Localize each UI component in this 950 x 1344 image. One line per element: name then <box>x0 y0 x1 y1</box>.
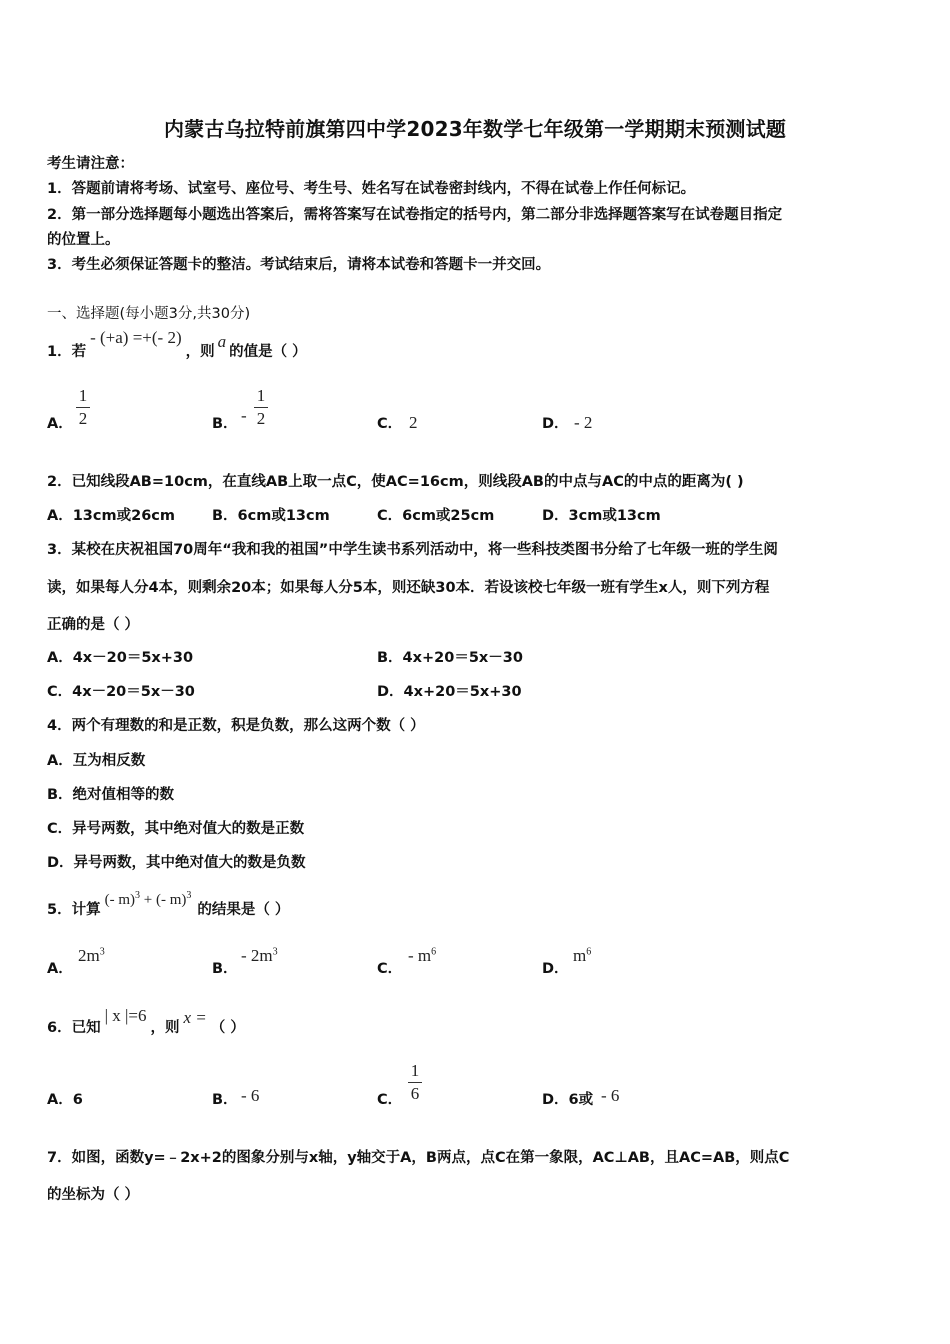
q5-post: 的结果是（ ） <box>197 902 290 918</box>
q1-var: a <box>217 332 227 351</box>
fraction-denominator: 2 <box>78 409 88 428</box>
q6-formula-x: x = <box>183 1008 207 1027</box>
q5-optB-label: B． <box>212 961 238 977</box>
q6-mid: ，则 <box>150 1020 180 1036</box>
q5-pre: 5．计算 <box>47 902 101 918</box>
q5-stem <box>47 890 290 919</box>
q7-line-2: 的坐标为（ ） <box>47 1187 140 1203</box>
notice-item-2a: 2．第一部分选择题每小题选出答案后，需将答案写在试卷指定的括号内，第二部分非选择题答案写在试卷题目指定 <box>47 207 783 223</box>
q1-optB-fraction <box>251 386 271 429</box>
q2-stem: 2．已知线段AB=10cm，在直线AB上取一点C，使AC=16cm，则线段AB的中点与AC的中点的距离为( ) <box>47 474 744 490</box>
q5-term1-exp: 3 <box>135 890 140 901</box>
power-exponent: 3 <box>272 946 278 958</box>
fraction-denominator: 2 <box>256 409 266 428</box>
q5-term1: (- m) <box>104 892 135 908</box>
q6-optD-value: - 6 <box>601 1086 620 1105</box>
section-heading: 一、选择题(每小题3分,共30分) <box>47 306 251 322</box>
q1-stem <box>47 328 307 361</box>
q5-formula <box>101 892 192 908</box>
q2-optC: C．6cm或25cm <box>377 508 495 524</box>
fraction-bar <box>76 407 90 408</box>
power-base: 2m <box>78 946 100 965</box>
q7-line-1: 7．如图，函数y=﹣2x+2的图象分别与x轴，y轴交于A，B两点，点C在第一象限，AC⊥AB，且AC=AB，则点C <box>47 1150 790 1166</box>
q4-optC: C．异号两数，其中绝对值大的数是正数 <box>47 821 305 837</box>
q5-plus: + <box>140 892 156 908</box>
q6-post: （ ） <box>210 1020 245 1036</box>
q1-optD-value: - 2 <box>574 413 593 432</box>
q6-optB-label: B． <box>212 1092 238 1108</box>
q4-stem: 4．两个有理数的和是正数，积是负数，那么这两个数（ ） <box>47 718 425 734</box>
q5-optC-label: C． <box>377 961 403 977</box>
page-title: 内蒙古乌拉特前旗第四中学2023年数学七年级第一学期期末预测试题 <box>163 117 787 141</box>
q1-pre: 1．若 <box>47 344 87 360</box>
q1-optC-value: 2 <box>409 413 418 432</box>
q5-optA-label: A． <box>47 961 73 977</box>
power-exponent: 6 <box>431 946 437 958</box>
q4-optA: A．互为相反数 <box>47 753 146 769</box>
q3-optC: C．4x－20＝5x－30 <box>47 684 195 700</box>
q1-optA-label: A． <box>47 416 73 432</box>
q1-optB-label: B． <box>212 416 238 432</box>
q5-optD-value <box>573 946 591 966</box>
q6-optC-label: C． <box>377 1092 403 1108</box>
q6-optA: A．6 <box>47 1092 83 1108</box>
q1-optD-label: D． <box>542 416 569 432</box>
fraction-bar <box>254 407 268 408</box>
power-base: - m <box>408 946 432 965</box>
fraction-numerator: 1 <box>256 386 266 405</box>
q6-optC-fraction <box>405 1061 425 1104</box>
fraction-numerator: 1 <box>78 386 88 405</box>
q5-optD-label: D． <box>542 961 569 977</box>
q1-post: 的值是（ ） <box>229 344 307 360</box>
q2-optD: D．3cm或13cm <box>542 508 661 524</box>
power-exponent: 3 <box>99 946 105 958</box>
q2-optA: A．13cm或26cm <box>47 508 175 524</box>
q1-formula: - (+a) =+(- 2) <box>90 328 182 347</box>
fraction-denominator: 6 <box>410 1084 420 1103</box>
notice-heading: 考生请注意： <box>47 156 134 172</box>
q3-optB: B．4x+20＝5x－30 <box>377 650 523 666</box>
q6-pre: 6．已知 <box>47 1020 101 1036</box>
notice-item-3: 3．考生必须保证答题卡的整洁。考试结束后，请将本试卷和答题卡一并交回。 <box>47 257 551 273</box>
q1-optB-sign: - <box>241 406 247 425</box>
q4-optD: D．异号两数，其中绝对值大的数是负数 <box>47 855 306 871</box>
notice-item-1: 1．答题前请将考场、试室号、座位号、考生号、姓名写在试卷密封线内，不得在试卷上作任何标记。 <box>47 181 696 197</box>
q4-optB: B．绝对值相等的数 <box>47 787 175 803</box>
q3-line-1: 3．某校在庆祝祖国70周年“我和我的祖国”中学生读书系列活动中，将一些科技类图书分给了七年级一班的学生阅 <box>47 542 778 558</box>
q5-term2-exp: 3 <box>186 890 192 901</box>
q1-mid: ，则 <box>185 344 215 360</box>
notice-item-2b: 的位置上。 <box>47 232 120 248</box>
power-base: - 2m <box>241 946 273 965</box>
q6-formula-abs: | x |=6 <box>104 1006 147 1025</box>
power-exponent: 6 <box>586 946 592 958</box>
q5-optC-value <box>408 946 436 966</box>
power-base: m <box>573 946 587 965</box>
q1-optC-label: C． <box>377 416 403 432</box>
q6-optD-label: D．6或 <box>542 1092 594 1108</box>
q5-optA-value <box>78 946 105 966</box>
q3-line-3: 正确的是（ ） <box>47 617 140 633</box>
q3-line-2: 读，如果每人分4本，则剩余20本；如果每人分5本，则还缺30本．若设该校七年级一班有学生x人，则下列方程 <box>47 580 770 596</box>
q5-optB-value <box>241 946 278 966</box>
q6-optB-value: - 6 <box>241 1086 260 1105</box>
q6-stem <box>47 1006 245 1037</box>
q1-optA-fraction <box>73 386 93 429</box>
fraction-bar <box>408 1082 422 1083</box>
fraction-numerator: 1 <box>410 1061 420 1080</box>
q2-optB: B．6cm或13cm <box>212 508 330 524</box>
q5-term2: (- m) <box>155 892 187 908</box>
q3-optA: A．4x－20＝5x+30 <box>47 650 194 666</box>
q3-optD: D．4x+20＝5x+30 <box>377 684 522 700</box>
